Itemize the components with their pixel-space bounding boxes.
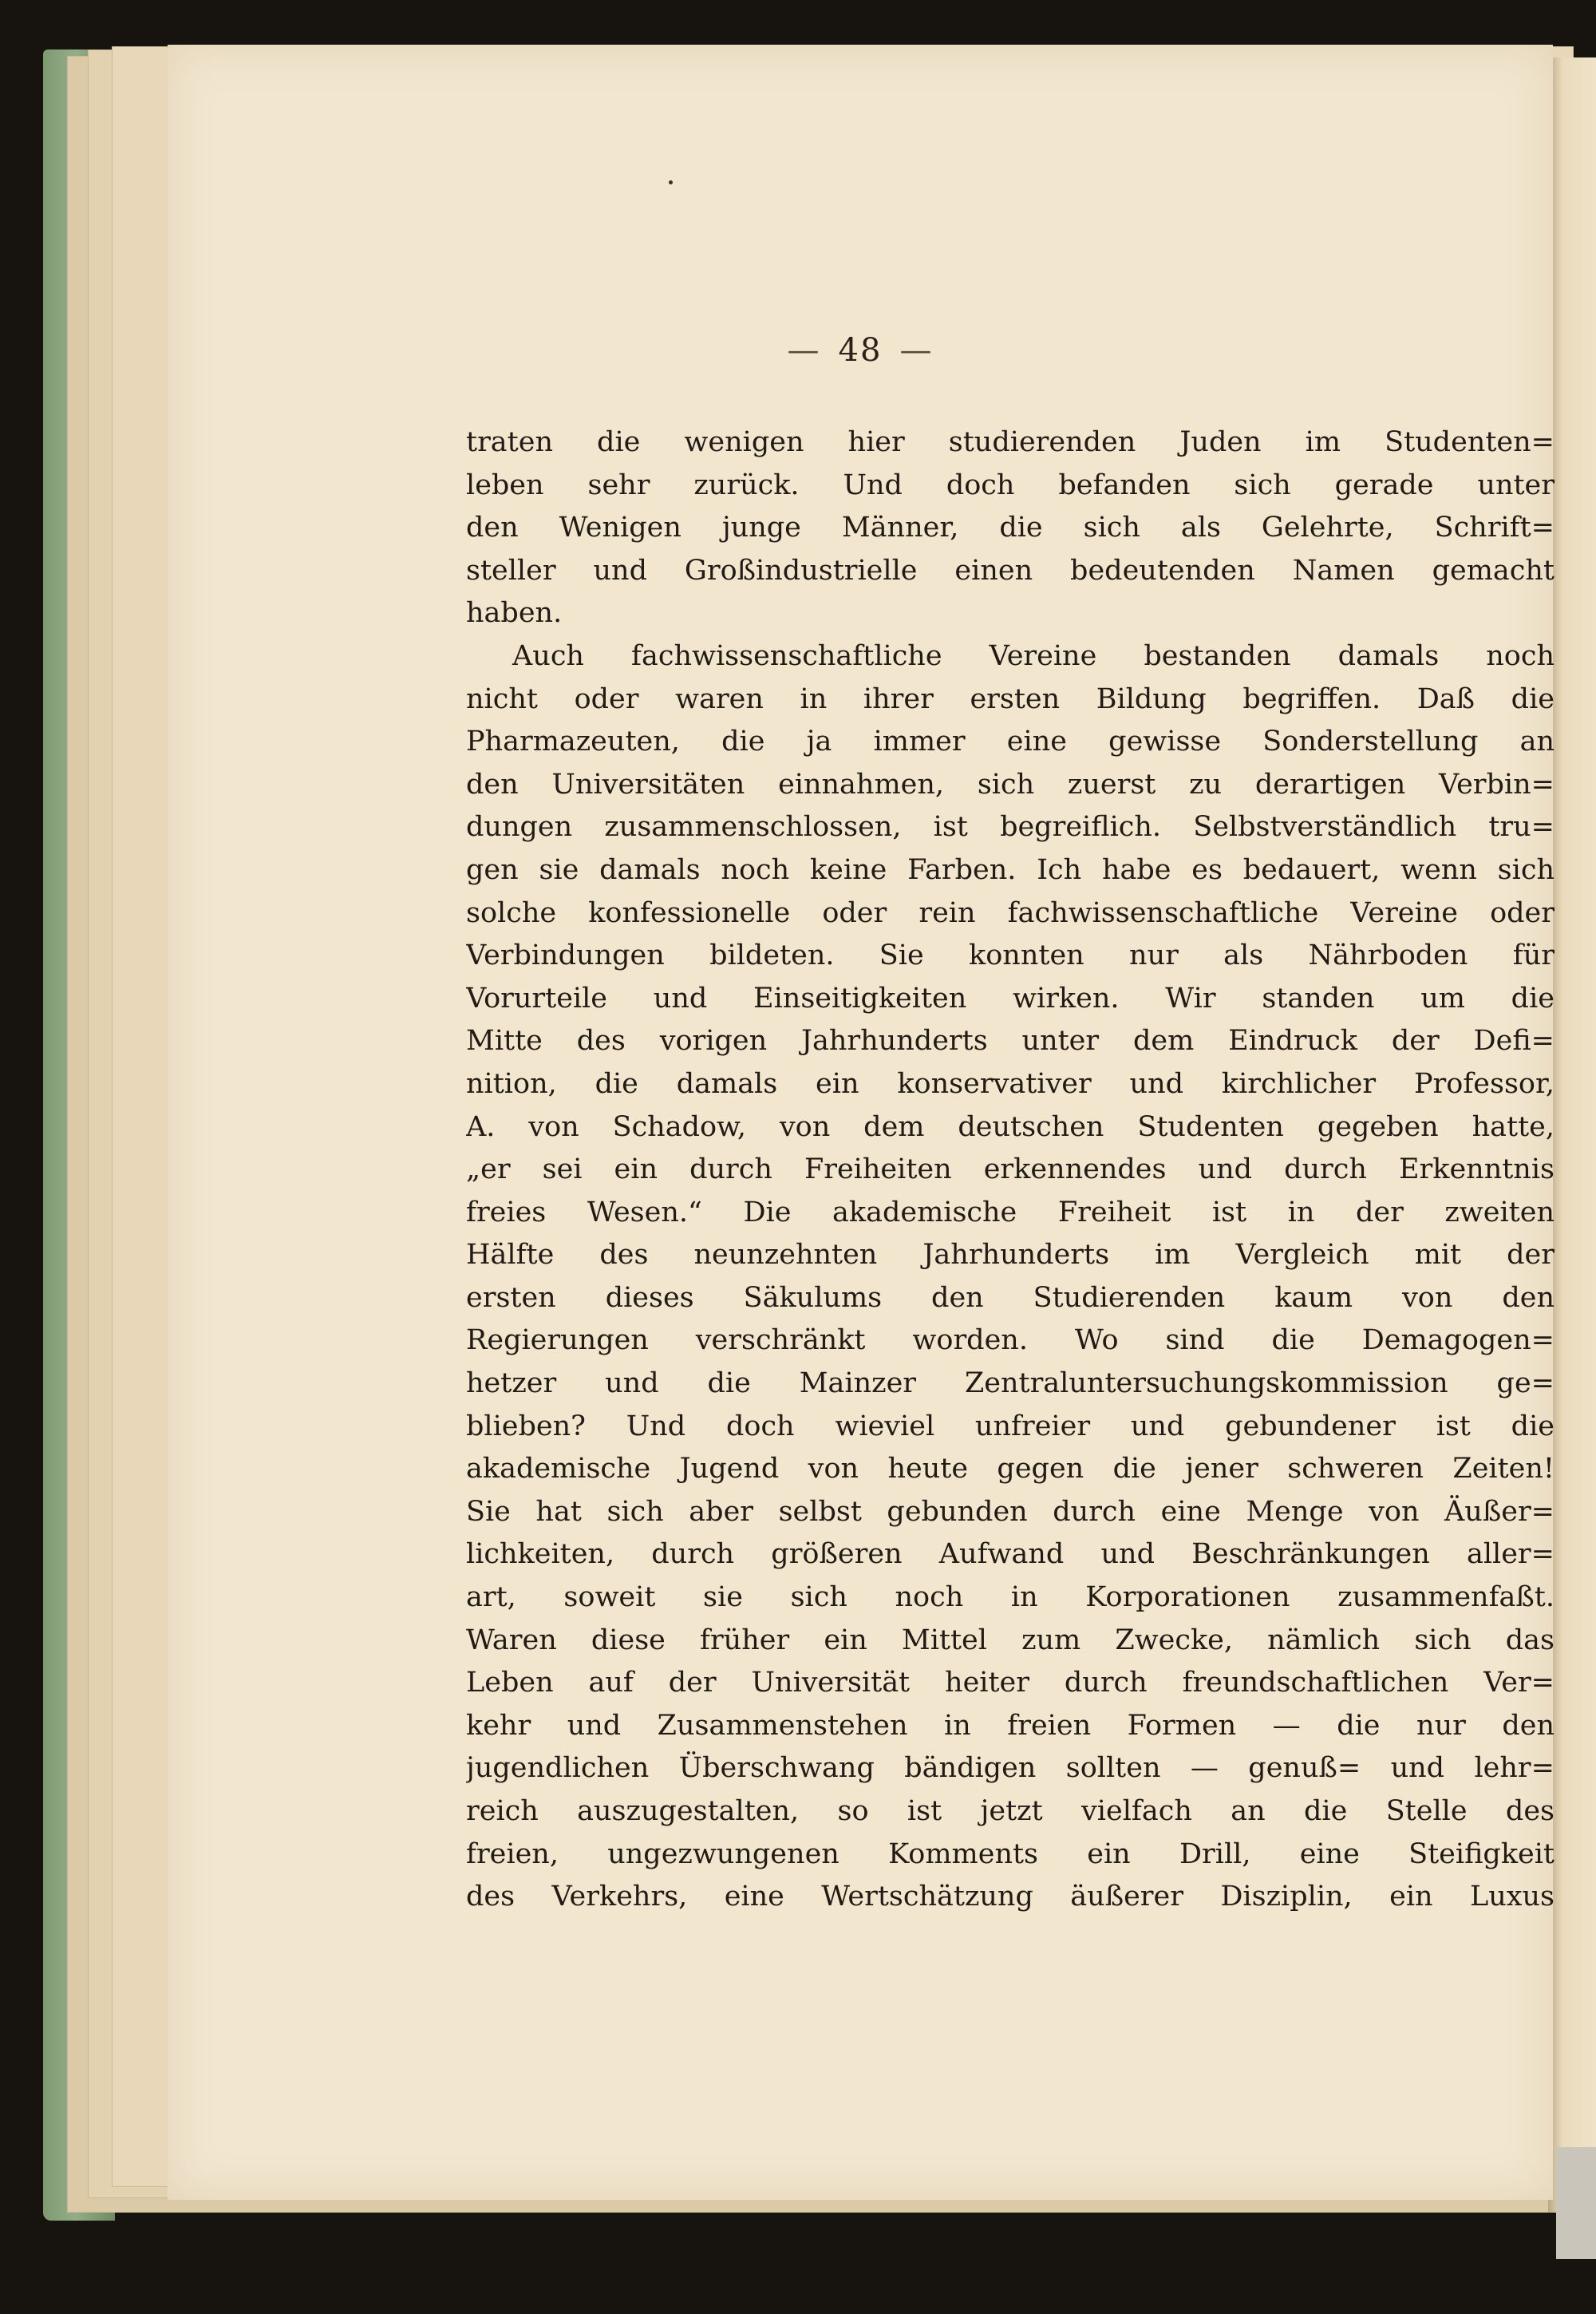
text-line: traten die wenigen hier studierenden Juden im Studenten=: [466, 426, 1555, 458]
text-line: den Wenigen junge Männer, die sich als Gelehrte, Schrift=: [466, 512, 1555, 544]
facing-page-edge: [1548, 57, 1596, 2213]
text-line: nicht oder waren in ihrer ersten Bildung begriffen. Daß die: [466, 682, 1555, 715]
text-line: den Universitäten einnahmen, sich zuerst zu derartigen Verbin=: [466, 768, 1555, 801]
text-line: freies Wesen.“ Die akademische Freiheit ist in der zweiten: [466, 1196, 1555, 1228]
text-line: hetzer und die Mainzer Zentraluntersuchungskommission ge=: [466, 1367, 1555, 1400]
text-line: Leben auf der Universität heiter durch freundschaftlichen Ver=: [466, 1667, 1555, 1699]
text-line: freien, ungezwungenen Komments ein Drill, eine Steifigkeit: [466, 1837, 1555, 1870]
text-line: lichkeiten, durch größeren Aufwand und Beschränkungen aller=: [466, 1538, 1555, 1571]
text-line: haben.: [466, 597, 563, 630]
text-line: reich auszugestalten, so ist jetzt vielfach an die Stelle des: [466, 1795, 1555, 1827]
page-number-value: 48: [838, 332, 883, 369]
text-line: Waren diese früher ein Mittel zum Zwecke, nämlich sich das: [466, 1624, 1555, 1656]
text-line: A. von Schadow, von dem deutschen Studenten gegeben hatte,: [466, 1110, 1555, 1143]
text-line: Pharmazeuten, die ja immer eine gewisse Sonderstellung an: [466, 726, 1555, 758]
paper-speck: [669, 180, 673, 184]
text-line: des Verkehrs, eine Wertschätzung äußerer Disziplin, ein Luxus: [466, 1881, 1555, 1913]
text-line: gen sie damals noch keine Farben. Ich habe es bedauert, wenn sich: [466, 853, 1555, 886]
text-line: kehr und Zusammenstehen in freien Formen — die nur den: [466, 1709, 1555, 1742]
text-line: Hälfte des neunzehnten Jahrhunderts im Vergleich mit der: [466, 1239, 1555, 1272]
text-line: blieben? Und doch wieviel unfreier und gebundener ist die: [466, 1410, 1555, 1442]
text-line: ersten dieses Säkulums den Studierenden kaum von den: [466, 1281, 1555, 1314]
page-number: — 48 —: [787, 332, 934, 369]
text-line: nition, die damals ein konservativer und kirchlicher Professor,: [466, 1067, 1555, 1100]
text-line: Vorurteile und Einseitigkeiten wirken. Wir standen um die: [466, 982, 1555, 1015]
text-line: Auch fachwissenschaftliche Vereine bestanden damals noch: [512, 639, 1555, 672]
text-line: Mitte des vorigen Jahrhunderts unter dem Eindruck der Defi=: [466, 1025, 1555, 1058]
text-line: „er sei ein durch Freiheiten erkennendes und durch Erkenntnis: [466, 1153, 1555, 1186]
text-line: akademische Jugend von heute gegen die jener schweren Zeiten!: [466, 1453, 1555, 1485]
body-text: [466, 421, 1555, 1919]
text-line: Regierungen verschränkt worden. Wo sind die Demagogen=: [466, 1324, 1555, 1357]
text-line: Verbindungen bildeten. Sie konnten nur als Nährboden für: [466, 939, 1555, 972]
text-line: dungen zusammenschlossen, ist begreiflich. Selbstverständlich tru=: [466, 811, 1555, 844]
text-line: Sie hat sich aber selbst gebunden durch eine Menge von Äußer=: [466, 1495, 1555, 1528]
text-line: solche konfessionelle oder rein fachwissenschaftliche Vereine oder: [466, 896, 1555, 929]
text-line: jugendlichen Überschwang bändigen sollten — genuß= und lehr=: [466, 1752, 1555, 1785]
text-line: art, soweit sie sich noch in Korporationen zusammenfaßt.: [466, 1581, 1555, 1614]
text-line: steller und Großindustrielle einen bedeutenden Namen gemacht: [466, 554, 1555, 587]
spine-shadow: [1556, 2147, 1596, 2259]
text-line: leben sehr zurück. Und doch befanden sich gerade unter: [466, 469, 1555, 501]
book-page: [168, 45, 1553, 2200]
